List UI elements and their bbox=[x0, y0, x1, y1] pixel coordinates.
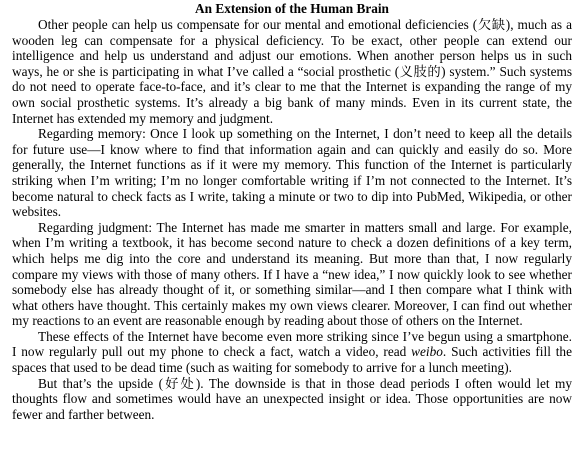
paragraph-downside: But that’s the upside (好处). The downside is that in those dead periods I often would let my thoughts flow and sometimes would have an unexpected insight or idea. Those opportunities are now fewer and farther between. bbox=[12, 375, 572, 422]
paragraph-judgment: Regarding judgment: The Internet has made me smarter in matters small and large. For example, when I’m writing a textbook, it has become second nature to check a dozen definitions of a key term, which helps me dig into the core and understand its meaning. But more than that, I now regularly compare my views with those of many others. If I have a “new idea,” I now quickly look to see whether somebody else has already thought of it, or something similar—and I then compare what I think with what others have thought. This certainly makes my own views clearer. Moreover, I can find out whether my reactions to an event are reasonable enough by reading about those of others on the Internet. bbox=[12, 219, 572, 329]
paragraph-smartphone bbox=[12, 329, 572, 376]
paragraph-intro: Other people can help us compensate for our mental and emotional deficiencies (欠缺), much as a wooden leg can compensate for a physical deficiency. To be exact, other people can extend our intelligence and help us understand and adjust our emotions. When another person helps us in such ways, he or she is participating in what I’ve called a “social prosthetic (义肢的) system.” Such systems do not need to operate face-to-face, and it’s clear to me that the Internet is expanding the range of my own social prosthetic systems. It’s already a big bank of many minds. Even in its current state, the Internet has extended my memory and judgment. bbox=[12, 17, 572, 126]
weibo-italic-term: weibo bbox=[411, 344, 443, 360]
paragraph-smartphone-text-before: These effects of the Internet have become even more striking since I’ve begun using a smartphone. I now regularly pull out my phone to check a fact, watch a video, read bbox=[12, 328, 572, 360]
paragraph-memory: Regarding memory: Once I look up something on the Internet, I don’t need to keep all the details for future use—I know where to find that information again and can quickly and easily do so. More generally, the Internet functions as if it were my memory. This function of the Internet is particularly striking when I’m writing; I’m no longer comfortable writing if I’m not connected to the Internet. It’s become natural to check facts as I write, taking a minute or two to dip into PubMed, Wikipedia, or other websites. bbox=[12, 126, 572, 220]
article-title: An Extension of the Human Brain bbox=[195, 1, 389, 16]
paragraph-smartphone-text-after: . Such activities fill the spaces that used to be dead time (such as waiting for somebody to arrive for a lunch meeting). bbox=[12, 344, 572, 376]
